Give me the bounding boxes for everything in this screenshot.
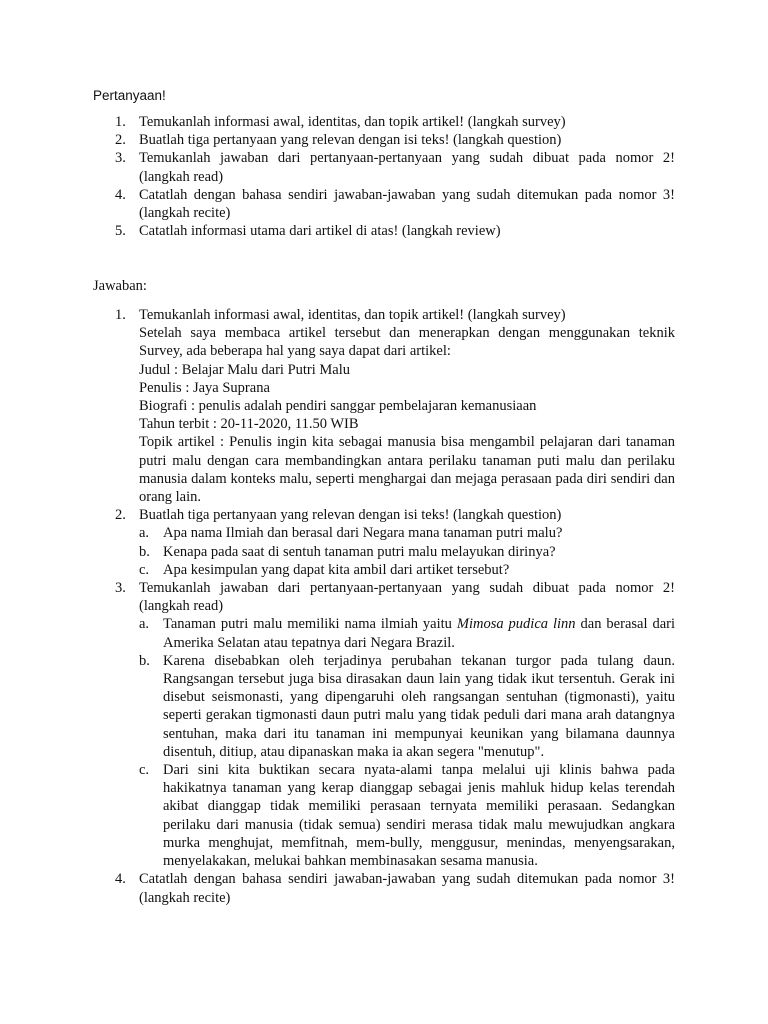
sub-answer — [139, 761, 675, 870]
sub-question-text: Apa kesimpulan yang dapat kita ambil dari artiket tersebut? — [163, 561, 510, 578]
sub-question — [139, 561, 675, 579]
answer-item — [115, 506, 675, 579]
sub-letter: b. — [139, 543, 150, 560]
question-number: 2. — [115, 132, 126, 149]
article-topic: Topik artikel : Penulis ingin kita sebagai manusia bisa mengambil pelajaran dari tanaman putri malu dengan cara membandingkan antara perilaku tanaman puti malu dan perilaku manusia dalam konteks malu, seperti menghargai dan mejaga perasaan pada diri sendiri dan orang lain. — [139, 434, 675, 506]
question-item — [115, 149, 675, 185]
sub-answer-text: Karena disebabkan oleh terjadinya perubahan tekanan turgor pada tulang daun. Rangsangan tersebut juga bisa dirasakan daun lain yang tidak ikut tersentuh. Gerak ini disebut seismonasti, yang dipengaruhi oleh rangsangan sentuhan (tigmonasti), yaitu seperti gerakan tigmonasti daun putri malu yang tidak peduli dari mana arah datangnya sentuhan, maka dari itu tanaman ini mempunyai keunikan yang bilamana daunnya disentuh, ditiup, atau dipanaskan maka ia akan segera "menutup". — [163, 652, 675, 760]
sub-answer-text-part: dan berasal dari Amerika Selatan atau tepatnya dari Negara Brazil. — [163, 616, 675, 651]
sub-letter: a. — [139, 525, 150, 542]
sub-answer — [139, 652, 675, 761]
answer-body — [139, 579, 675, 870]
question-number: 3. — [115, 150, 126, 167]
answer-body — [139, 870, 675, 906]
question-text: Temukanlah jawaban dari pertanyaan-pertanyaan yang sudah dibuat pada nomor 2! (langkah read) — [139, 150, 675, 185]
answer-title: Buatlah tiga pertanyaan yang relevan dengan isi teks! (langkah question) — [139, 507, 562, 524]
question-item — [115, 113, 675, 131]
answer-title: Temukanlah jawaban dari pertanyaan-pertanyaan yang sudah dibuat pada nomor 2! (langkah read) — [139, 580, 675, 615]
answer-number: 2. — [115, 507, 126, 524]
sub-answer — [139, 615, 675, 651]
question-text: Temukanlah informasi awal, identitas, dan topik artikel! (langkah survey) — [139, 114, 566, 130]
question-text: Catatlah informasi utama dari artikel di atas! (langkah review) — [139, 223, 501, 240]
answer-body — [139, 306, 675, 506]
question-text: Catatlah dengan bahasa sendiri jawaban-jawaban yang sudah ditemukan pada nomor 3! (langkah recite) — [139, 186, 675, 222]
author-biography: Biografi : penulis adalah pendiri sanggar pembelajaran kemanusiaan — [139, 398, 537, 415]
survey-intro: Setelah saya membaca artikel tersebut dan menerapkan dengan menggunakan teknik Survey, ada beberapa hal yang saya dapat dari artikel: — [139, 325, 675, 360]
sub-answer-text-part: Tanaman putri malu memiliki nama ilmiah yaitu — [163, 616, 457, 633]
sub-letter: b. — [139, 652, 150, 669]
answer-title: Catatlah dengan bahasa sendiri jawaban-jawaban yang sudah ditemukan pada nomor 3! (langkah recite) — [139, 871, 675, 906]
sub-letter: c. — [139, 762, 150, 779]
question-item — [115, 131, 675, 149]
answer-item — [115, 579, 675, 870]
sub-question-text: Apa nama Ilmiah dan berasal dari Negara mana tanaman putri malu? — [163, 525, 563, 542]
answer-item — [115, 870, 675, 906]
answer-item — [115, 306, 675, 506]
answers-list — [115, 306, 675, 907]
answer-number: 3. — [115, 580, 126, 597]
sub-answer-text — [163, 615, 675, 651]
answers-heading: Jawaban: — [93, 278, 147, 294]
sub-question — [139, 524, 675, 542]
question-number: 5. — [115, 223, 126, 240]
answer-number: 4. — [115, 871, 126, 888]
question-number: 4. — [115, 186, 126, 203]
question-item — [115, 186, 675, 222]
sub-answer-text: Dari sini kita buktikan secara nyata-alami tanpa melalui uji klinis bahwa pada hakikatnya tanaman yang kerap dianggap sebagai jenis mahluk hidup kelas terendah akibat dianggap tidak memiliki perasaan ternyata memiliki perasaan. Sedangkan perilaku dari manusia (tidak semua) sendiri merasa tidak malu mewujudkan angkara murka menghujat, memfitnah, mem-bully, menggusur, menindas, menyengsarakan, menyelakakan, melukai bahkan membinasakan sesama manusia. — [163, 762, 675, 870]
sub-question — [139, 543, 675, 561]
article-title: Judul : Belajar Malu dari Putri Malu — [139, 361, 351, 378]
publish-date: Tahun terbit : 20-11-2020, 11.50 WIB — [139, 416, 359, 433]
sub-letter: a. — [139, 616, 150, 633]
sub-question-text: Kenapa pada saat di sentuh tanaman putri malu melayukan dirinya? — [163, 543, 556, 560]
answer-body — [139, 506, 675, 579]
sub-letter: c. — [139, 561, 150, 578]
article-author: Penulis : Jaya Suprana — [139, 379, 270, 396]
scientific-name: Mimosa pudica linn — [456, 616, 576, 633]
question-text: Buatlah tiga pertanyaan yang relevan dengan isi teks! (langkah question) — [139, 132, 562, 149]
questions-heading: Pertanyaan! — [93, 88, 166, 103]
question-item — [115, 222, 675, 240]
question-number: 1. — [115, 114, 126, 130]
questions-list — [115, 113, 675, 240]
answer-number: 1. — [115, 307, 126, 323]
answer-title: Temukanlah informasi awal, identitas, dan topik artikel! (langkah survey) — [139, 307, 566, 323]
